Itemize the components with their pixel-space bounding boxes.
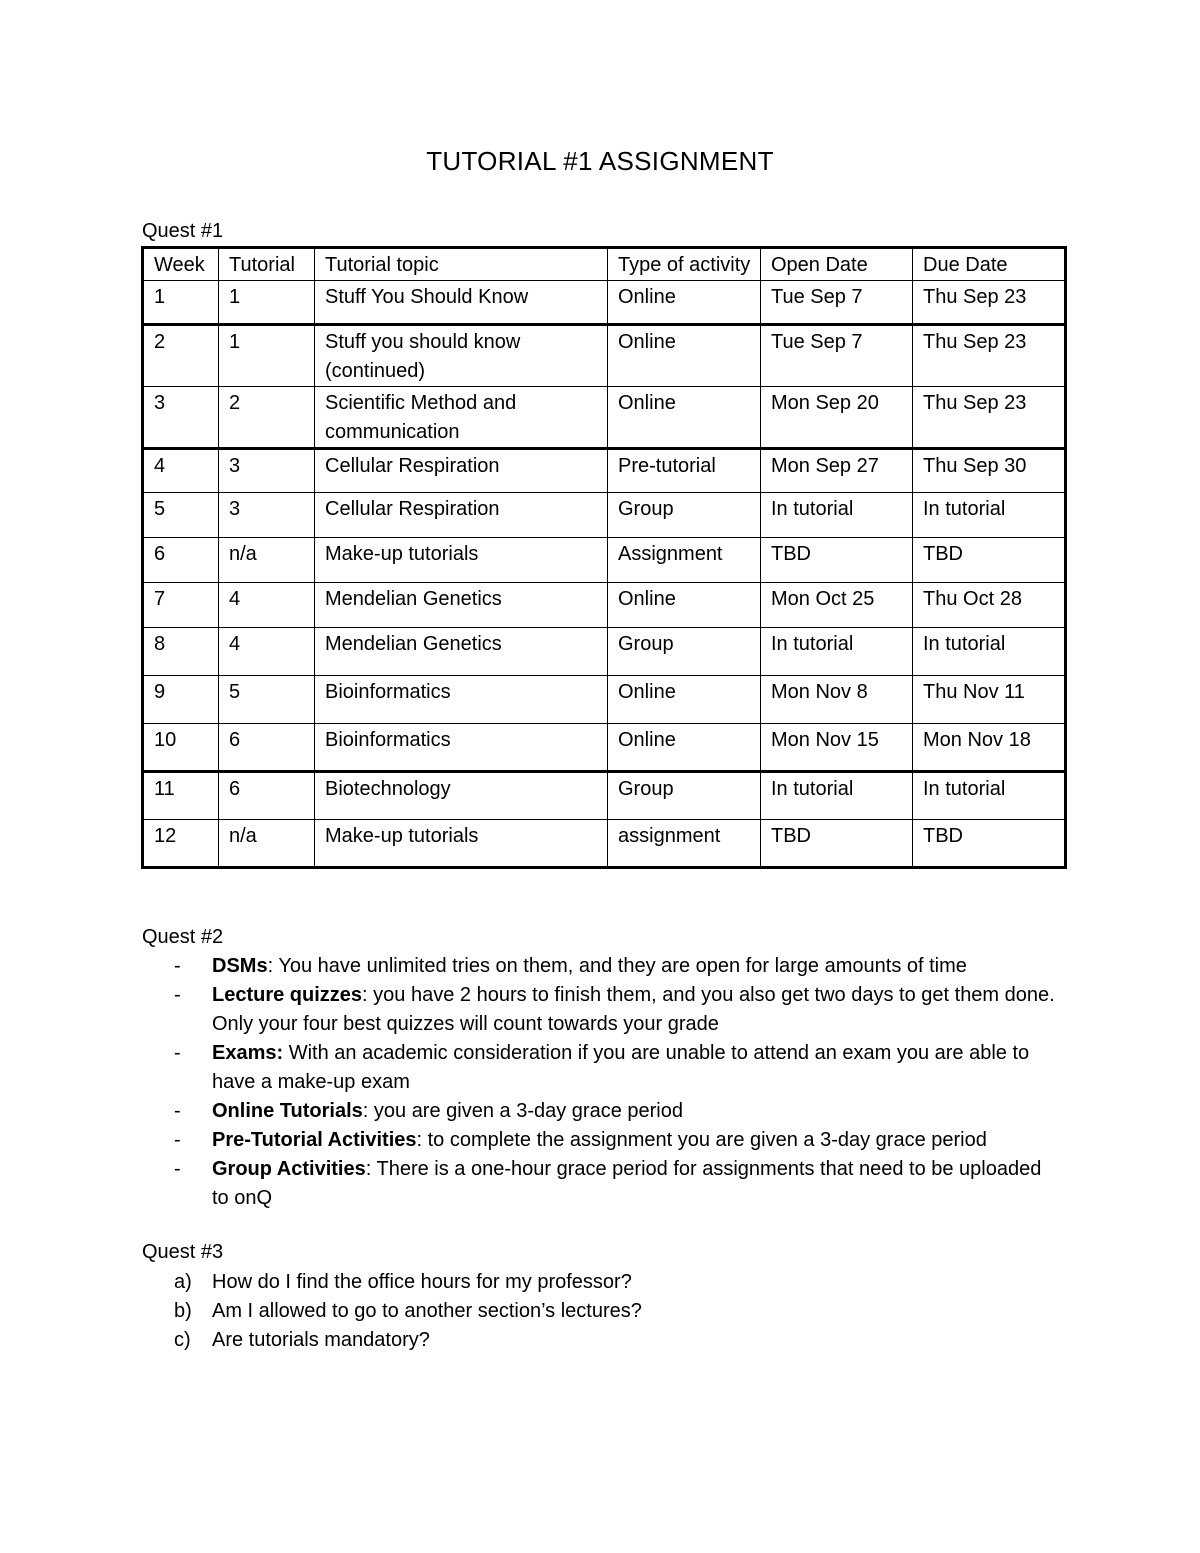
table-cell: n/a [219, 538, 315, 583]
table-cell: Mendelian Genetics [315, 583, 608, 628]
table-cell: 6 [219, 772, 315, 820]
table-cell: Mon Nov 15 [761, 724, 913, 772]
table-cell: 1 [219, 281, 315, 325]
table-cell: Bioinformatics [315, 724, 608, 772]
table-cell: Pre-tutorial [608, 449, 761, 493]
term: DSMs [212, 955, 268, 977]
table-cell: 3 [219, 493, 315, 538]
table-cell: Thu Sep 30 [913, 449, 1066, 493]
table-cell: Online [608, 676, 761, 724]
table-cell: In tutorial [913, 772, 1066, 820]
question-text: How do I find the office hours for my professor? [212, 1271, 632, 1293]
table-cell: Mendelian Genetics [315, 628, 608, 676]
dash-bullet: - [174, 955, 181, 977]
quest2-list-item [142, 1097, 1062, 1126]
table-row [143, 724, 1066, 772]
dash-bullet: - [174, 1158, 181, 1180]
dash-bullet: - [174, 984, 181, 1006]
table-cell: 6 [143, 538, 219, 583]
quest2-list-item [142, 1039, 1062, 1097]
table-cell: 6 [219, 724, 315, 772]
table-cell: 11 [143, 772, 219, 820]
table-cell: 1 [219, 325, 315, 387]
term-description: With an academic consideration if you are unable to attend an exam you are able to have a make-up exam [212, 1042, 1030, 1093]
column-header: Due Date [913, 248, 1066, 281]
quest3-list-item [142, 1326, 1062, 1355]
table-row [143, 820, 1066, 868]
quest1-heading: Quest #1 [142, 220, 224, 242]
table-cell: Thu Sep 23 [913, 325, 1066, 387]
column-header: Tutorial topic [315, 248, 608, 281]
table-cell: Tue Sep 7 [761, 325, 913, 387]
term-description: to complete the assignment you are given a 3-day grace period [422, 1129, 987, 1151]
table-cell: TBD [913, 538, 1066, 583]
quest2-heading: Quest #2 [142, 926, 224, 948]
page-title: TUTORIAL #1 ASSIGNMENT [426, 146, 774, 176]
table-cell: Online [608, 387, 761, 449]
quest2-list [142, 952, 1062, 1213]
table-row [143, 325, 1066, 387]
term-separator: : [362, 984, 368, 1006]
table-cell: 12 [143, 820, 219, 868]
table-cell: Cellular Respiration [315, 449, 608, 493]
table-cell: TBD [913, 820, 1066, 868]
table-cell: n/a [219, 820, 315, 868]
table-row [143, 538, 1066, 583]
table-row [143, 583, 1066, 628]
table-cell: Bioinformatics [315, 676, 608, 724]
term-separator: : [416, 1129, 423, 1151]
table-cell: Group [608, 628, 761, 676]
table-cell: 2 [219, 387, 315, 449]
table-cell: Online [608, 281, 761, 325]
table-cell: In tutorial [761, 628, 913, 676]
quest3-list [142, 1268, 1062, 1355]
table-cell: 1 [143, 281, 219, 325]
table-cell: Online [608, 724, 761, 772]
table-cell: 7 [143, 583, 219, 628]
table-cell: 10 [143, 724, 219, 772]
table-cell: TBD [761, 538, 913, 583]
term-separator: : [362, 1100, 369, 1122]
dash-bullet: - [174, 1042, 181, 1064]
table-cell: 5 [143, 493, 219, 538]
table-cell: Mon Sep 27 [761, 449, 913, 493]
table-cell: 9 [143, 676, 219, 724]
quest3-heading: Quest #3 [142, 1241, 224, 1263]
table-cell: Scientific Method and communication [315, 387, 608, 449]
table-cell: Thu Sep 23 [913, 281, 1066, 325]
column-header: Tutorial [219, 248, 315, 281]
table-cell: 3 [219, 449, 315, 493]
quest2-list-item [142, 1126, 1062, 1155]
table-cell: Make-up tutorials [315, 820, 608, 868]
table-cell: In tutorial [761, 493, 913, 538]
quest3-list-item [142, 1268, 1062, 1297]
table-cell: Group [608, 772, 761, 820]
table-cell: 4 [143, 449, 219, 493]
term: Pre-Tutorial Activities [212, 1129, 417, 1151]
table-cell: In tutorial [913, 493, 1066, 538]
list-marker: c) [174, 1329, 191, 1351]
quest2-list-item [142, 1155, 1062, 1213]
term: Online Tutorials [212, 1100, 363, 1122]
table-cell: In tutorial [761, 772, 913, 820]
term-description: you have 2 hours to finish them, and you also get two days to get them done. Only your four best quizzes will count towards your grade [212, 984, 1055, 1035]
dash-bullet: - [174, 1129, 181, 1151]
table-cell: 4 [219, 583, 315, 628]
table-row [143, 387, 1066, 449]
column-header: Type of activity [608, 248, 761, 281]
term: Lecture quizzes [212, 984, 363, 1006]
table-row [143, 628, 1066, 676]
question-text: Am I allowed to go to another section’s lectures? [212, 1300, 642, 1322]
table-cell: 8 [143, 628, 219, 676]
term-description: You have unlimited tries on them, and they are open for large amounts of time [273, 955, 967, 977]
term: Group Activities [212, 1158, 366, 1180]
tutorial-schedule-table [141, 246, 1067, 869]
dash-bullet: - [174, 1100, 181, 1122]
table-cell: 2 [143, 325, 219, 387]
question-text: Are tutorials mandatory? [212, 1329, 430, 1351]
table-cell: 3 [143, 387, 219, 449]
table-row [143, 281, 1066, 325]
list-marker: a) [174, 1271, 192, 1293]
term: Exams: [212, 1042, 284, 1064]
table-header-row [143, 248, 1066, 281]
table-cell: Make-up tutorials [315, 538, 608, 583]
table-cell: Mon Nov 8 [761, 676, 913, 724]
table-cell: Mon Sep 20 [761, 387, 913, 449]
table-cell: Thu Sep 23 [913, 387, 1066, 449]
quest3-list-item [142, 1297, 1062, 1326]
table-cell: Assignment [608, 538, 761, 583]
table-cell: Cellular Respiration [315, 493, 608, 538]
table-cell: Thu Nov 11 [913, 676, 1066, 724]
table-cell: Stuff You Should Know [315, 281, 608, 325]
column-header: Week [143, 248, 219, 281]
list-marker: b) [174, 1300, 192, 1322]
table-row [143, 772, 1066, 820]
term-separator: : [267, 955, 274, 977]
table-cell: TBD [761, 820, 913, 868]
quest2-list-item [142, 952, 1062, 981]
table-cell: Stuff you should know (continued) [315, 325, 608, 387]
table-cell: 4 [219, 628, 315, 676]
table-cell: Biotechnology [315, 772, 608, 820]
term-separator: : [365, 1158, 372, 1180]
table-cell: Thu Oct 28 [913, 583, 1066, 628]
table-cell: Online [608, 583, 761, 628]
column-header: Open Date [761, 248, 913, 281]
term-description: There is a one-hour grace period for assignments that need to be uploaded to onQ [212, 1158, 1042, 1209]
quest2-list-item [142, 981, 1062, 1039]
table-cell: Mon Nov 18 [913, 724, 1066, 772]
table-cell: 5 [219, 676, 315, 724]
table-cell: In tutorial [913, 628, 1066, 676]
term-description: you are given a 3-day grace period [368, 1100, 683, 1122]
table-row [143, 449, 1066, 493]
table-row [143, 676, 1066, 724]
table-cell: Tue Sep 7 [761, 281, 913, 325]
table-cell: Group [608, 493, 761, 538]
table-row [143, 493, 1066, 538]
table-cell: assignment [608, 820, 761, 868]
table-cell: Online [608, 325, 761, 387]
table-cell: Mon Oct 25 [761, 583, 913, 628]
